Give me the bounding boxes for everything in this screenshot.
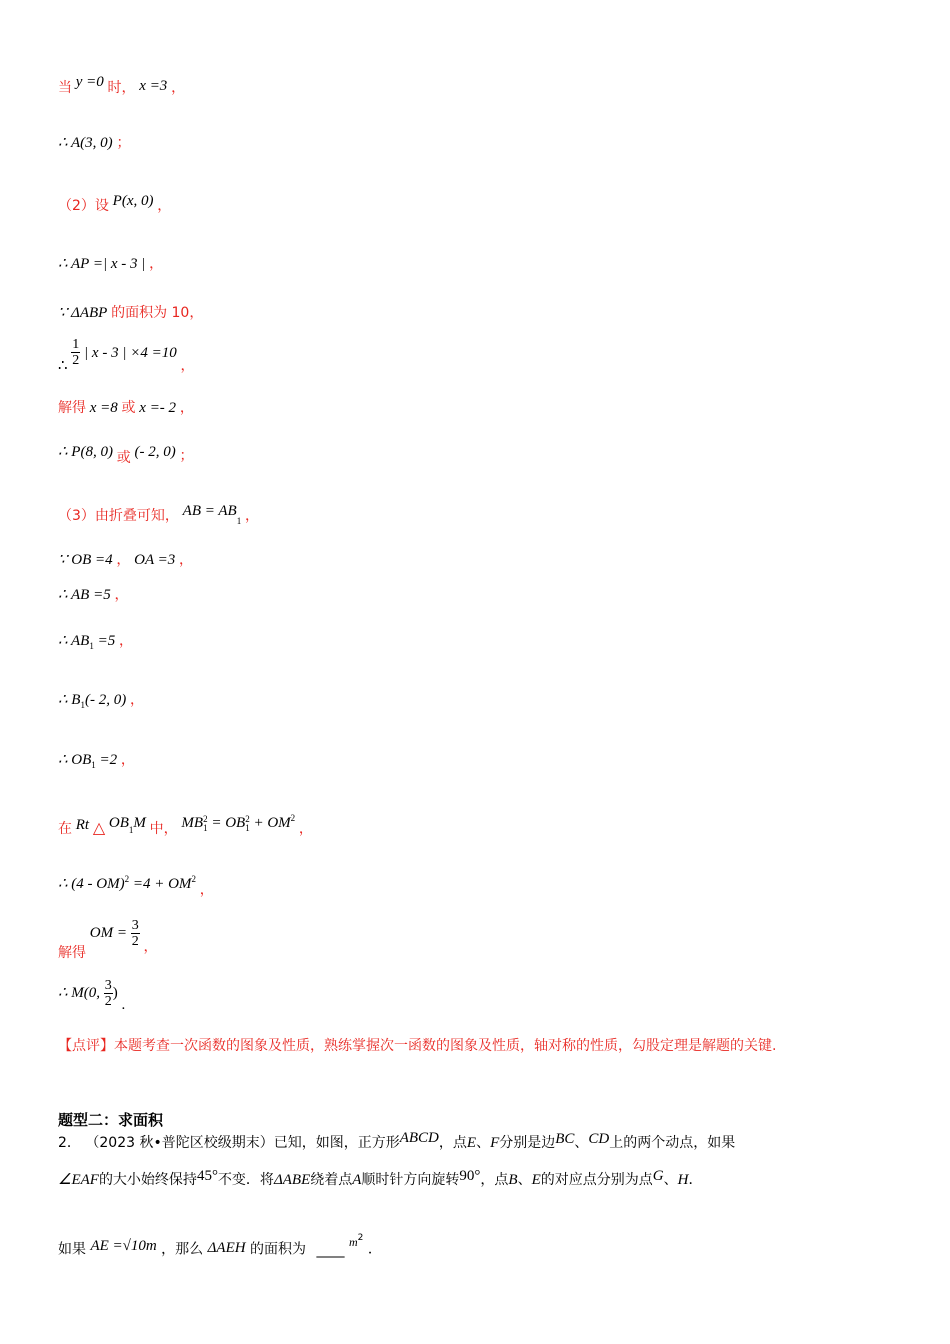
text: 的大小始终保持: [98, 1172, 197, 1188]
math: 45°: [196, 1168, 218, 1184]
solution-line-13: [58, 690, 144, 715]
text: 的面积为: [250, 1241, 307, 1258]
math: =5: [97, 633, 116, 649]
text: 分别是边: [499, 1135, 556, 1151]
denominator: 2: [131, 934, 139, 949]
subscript: 1: [236, 516, 242, 526]
math: ABCD: [399, 1130, 439, 1146]
math: BC: [555, 1131, 575, 1147]
solution-line-2: [58, 133, 130, 153]
subscript: 1: [91, 760, 96, 770]
solution-line-8: [58, 442, 194, 466]
math: 90°: [459, 1168, 481, 1184]
numerator: 1: [72, 337, 80, 352]
text: 解得: [58, 400, 86, 416]
math: + OM: [253, 815, 291, 831]
math: A: [352, 1172, 362, 1188]
math: P(x, 0): [112, 193, 154, 209]
math: F: [490, 1135, 500, 1151]
punct: ，: [171, 80, 186, 96]
triangle-symbol: △: [92, 820, 106, 837]
superscript: 2: [124, 874, 130, 884]
text: 、: [476, 1135, 491, 1151]
subscript: 1: [128, 825, 134, 835]
math: ∴ AP =| x - 3 |: [58, 256, 146, 272]
fraction: [104, 978, 113, 1009]
section-title: 题型二：求面积: [58, 1111, 164, 1129]
punct: ，: [116, 552, 131, 568]
fraction: [131, 918, 140, 949]
math: ΔAEH: [207, 1239, 246, 1256]
solution-line-5: [58, 303, 203, 323]
text: 解得: [58, 944, 86, 961]
math: x =3: [139, 78, 168, 94]
math: Rt: [75, 817, 90, 833]
numerator: 3: [104, 978, 112, 993]
solution-line-18: [58, 978, 126, 1013]
solution-line-17: [58, 918, 158, 961]
solution-line-14: [58, 750, 135, 775]
superscript: 2: [290, 813, 296, 823]
text: 绕着点: [310, 1172, 353, 1188]
math: AE =√10m: [90, 1237, 157, 1254]
punct: ，: [199, 882, 214, 898]
math: OA =3: [134, 552, 176, 568]
text: ．: [367, 1241, 382, 1258]
solution-line-1: [58, 74, 186, 98]
index-stack: [245, 815, 250, 833]
solution-line-9: [58, 503, 259, 531]
equation: [181, 815, 299, 831]
solution-line-7: [58, 398, 194, 418]
math: CD: [588, 1131, 610, 1147]
math: MB: [181, 815, 204, 831]
math: (- 2, 0): [134, 444, 176, 460]
text: 、: [517, 1172, 532, 1188]
text: 的对应点分别为点: [540, 1172, 653, 1188]
solution-line-4: [58, 254, 163, 274]
answer-blank[interactable]: ____: [316, 1241, 345, 1258]
text: ，那么: [161, 1241, 204, 1258]
math: ∴ OB: [58, 752, 92, 768]
denominator: 2: [72, 353, 80, 368]
text: ，点: [480, 1172, 509, 1188]
superscript: 2: [191, 874, 196, 884]
math: H: [677, 1172, 689, 1188]
text: （3）由折叠可知，: [58, 508, 179, 524]
math: G: [652, 1168, 664, 1184]
solution-line-10: [58, 550, 193, 570]
math: | x - 3 | ×4 =10: [84, 344, 177, 361]
math: ΔABE: [273, 1172, 311, 1188]
punct: ，: [118, 633, 133, 649]
text: 上的两个动点，如果: [609, 1135, 736, 1151]
text: 中，: [149, 821, 178, 837]
subscript: 1: [89, 641, 94, 651]
therefore: ∴: [58, 357, 68, 374]
solution-line-16: [58, 869, 214, 898]
problem-paragraph: [58, 1125, 894, 1199]
punct: ，: [179, 400, 194, 416]
comment-text: 本题考查一次函数的图象及性质，熟练掌握次一函数的图象及性质，轴对称的性质，勾股定理是解题的关键.: [114, 1038, 777, 1054]
math: (- 2, 0): [84, 692, 127, 708]
comment-paragraph: [58, 1028, 894, 1065]
math: ∴ P(8, 0): [58, 444, 113, 460]
math: =2: [99, 752, 118, 768]
math: B: [508, 1172, 518, 1188]
math: OM =: [89, 924, 127, 941]
superscript: 2: [357, 1233, 364, 1243]
comment-label: 【点评】: [58, 1038, 114, 1054]
math: AB = AB: [182, 503, 237, 519]
text: 如果: [58, 1241, 86, 1258]
math: =4 + OM: [132, 876, 192, 892]
text: 或: [121, 400, 136, 416]
math: ∠EAF: [58, 1172, 99, 1188]
math: ∵ OB =4: [58, 552, 113, 568]
subscript: 1: [80, 700, 85, 710]
solution-line-6: [58, 337, 195, 374]
math: ∵ ΔABP: [58, 305, 108, 321]
solution-line-15: [58, 814, 313, 844]
math: ∴ B: [58, 692, 81, 708]
fraction: [71, 337, 80, 368]
punct: ，: [180, 357, 195, 374]
punct: ；: [116, 135, 131, 151]
problem-number: 2．: [58, 1135, 81, 1151]
denominator: 2: [104, 994, 112, 1009]
punct: .: [121, 996, 126, 1013]
punct: ，: [129, 692, 144, 708]
math: ): [112, 984, 118, 1001]
superscript: 2: [203, 813, 208, 824]
solution-line-12: [58, 631, 133, 656]
math: E: [466, 1135, 477, 1151]
math: x =- 2: [139, 400, 177, 416]
punct: ，: [114, 587, 129, 603]
text: 时，: [107, 80, 136, 96]
text: 的面积为 10，: [111, 305, 204, 321]
punct: ；: [179, 448, 194, 464]
text: 、: [574, 1135, 589, 1151]
math: E: [531, 1172, 541, 1188]
math: ∴ AB: [58, 633, 90, 649]
text: （2）设: [58, 198, 109, 214]
subscript: 1: [203, 822, 208, 833]
text: 顺时针方向旋转: [361, 1172, 460, 1188]
subscript: 1: [245, 822, 250, 833]
punct: ，: [298, 821, 313, 837]
text: 当: [58, 80, 72, 96]
math: ∴ (4 - OM): [58, 876, 125, 892]
punct: ，: [120, 752, 135, 768]
math: = OB: [211, 815, 246, 831]
math: x =8: [89, 400, 118, 416]
math: ∴ M(0,: [58, 984, 101, 1001]
punct: ，: [157, 198, 172, 214]
math: m: [348, 1234, 358, 1249]
math: ∴ AB =5: [58, 587, 111, 603]
text: 在: [58, 821, 72, 837]
text: 或: [116, 450, 131, 466]
punct: ，: [244, 508, 259, 524]
punct: ，: [149, 256, 164, 272]
solution-line-3: [58, 193, 172, 216]
punct: ，: [179, 552, 194, 568]
text: 不变．将: [217, 1172, 274, 1188]
math: M: [133, 815, 146, 831]
text: （2023 秋•普陀区校级期末）已知，如图，正方形: [85, 1135, 400, 1151]
solution-line-11: [58, 585, 128, 605]
math: y =0: [75, 74, 104, 90]
text: 、: [663, 1172, 678, 1188]
text: ．: [688, 1172, 703, 1188]
numerator: 3: [131, 918, 139, 933]
index-stack: [203, 815, 208, 833]
math: ∴ A(3, 0): [58, 135, 113, 151]
punct: ，: [143, 938, 158, 955]
problem-question-line: [58, 1233, 382, 1260]
text: ，点: [438, 1135, 467, 1151]
superscript: 2: [245, 813, 250, 824]
math: OB: [108, 815, 129, 831]
